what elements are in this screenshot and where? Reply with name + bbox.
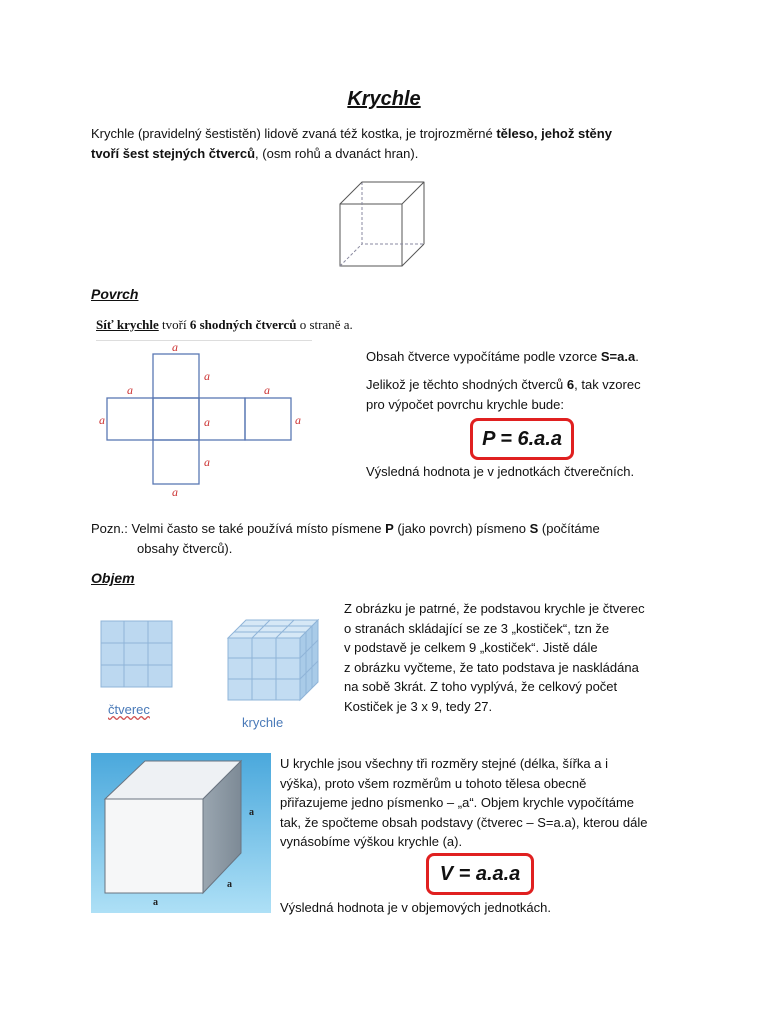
objem-line: Z obrázku je patrné, že podstavou krychle je čtverec [344,601,645,616]
net-label-upper-right: a [204,369,210,383]
povrch-line-1 [366,347,726,367]
note-text-3: (počítáme [538,521,600,536]
objem-paragraph-1 [344,599,704,716]
objem-line-2: tak, že spočteme obsah podstavy (čtverec – S=a.a), kterou dále [280,814,648,830]
cube-label-height: a [249,807,254,818]
net-label-bottom: a [172,485,178,499]
note-bold-p: P [385,521,394,536]
objem-line: o stranách skládající se ze 3 „kostiček“, tzn že [344,620,610,636]
net-label-lower-right: a [204,455,210,469]
cube-label-width: a [153,897,158,908]
net-square-center [153,398,199,440]
cube-net-diagram [94,340,324,500]
net-caption-mid: tvoří [158,317,190,332]
note-text-1: Pozn.: Velmi často se také používá místo písmene [91,521,386,536]
objem-line: Kostiček je 3 x 9, tedy 27. [344,698,493,714]
surface-formula-box [470,418,574,460]
net-caption-end: o straně a. [296,317,353,332]
povrch-heading: Povrch [91,286,139,302]
net-label-left-top: a [127,383,133,397]
povrch-line-3: pro výpočet povrchu krychle bude: [366,396,564,412]
povrch-line-1-end: . [635,349,639,364]
net-caption [96,317,353,333]
povrch-line-2-end: , tak vzorec [574,377,641,392]
net-square-bottom [153,440,199,484]
note-bold-s: S [529,521,539,536]
cube-label-depth: a [227,879,232,890]
net-label-far-left: a [99,413,105,427]
note-text-2: (jako povrch) písmeno [393,521,530,536]
wireframe-cube [330,172,440,272]
intro-text-1: Krychle (pravidelný šestistěn) lidově zvaná též kostka, je trojrozměrné [91,126,497,141]
net-square-top [153,354,199,398]
povrch-line-2-text: Jelikož je těchto shodných čtverců [366,377,567,392]
net-caption-bold-1: Síť krychle [96,317,159,332]
volume-formula-box [426,853,534,895]
net-square-left [107,398,153,440]
cube-caption: krychle [242,715,284,730]
objem-line: na sobě 3krát. Z toho vyplývá, že celkový počet [344,679,618,694]
povrch-result: Výsledná hodnota je v jednotkách čtverečních. [366,464,635,479]
objem-line: z obrázku vyčteme, že tato podstava je naskládána [344,659,639,675]
objem-line: v podstavě je celkem 9 „kostiček“. Jistě dále [344,640,598,655]
block-cube-figure [218,612,328,712]
intro-bold-1: těleso, jehož stěny [496,126,612,141]
net-label-far-right-top: a [264,383,270,397]
square-caption: čtverec [108,702,150,717]
page-title: Krychle [347,88,421,110]
povrch-line-2 [366,375,726,414]
note-line-2: obsahy čtverců). [137,540,233,556]
surface-formula: P = 6.a.a [482,427,562,450]
net-square-far-right [245,398,291,440]
intro-text-2: , (osm rohů a dvanáct hran). [255,145,419,161]
solid-cube-figure [91,753,271,913]
square-grid-figure [100,620,175,690]
objem-heading: Objem [91,570,135,586]
povrch-line-1-bold: S=a.a [600,349,636,364]
povrch-line-1-text: Obsah čtverce vypočítáme podle vzorce [366,349,601,364]
net-caption-bold-2: 6 shodných čtverců [189,317,297,332]
intro-paragraph [91,124,691,163]
net-label-far-right: a [295,413,301,427]
objem-line-2: vynásobíme výškou krychle (a). [280,834,463,849]
objem-line-2: přiřazujeme jedno písmenko – „a“. Objem krychle vypočítáme [280,795,635,810]
objem-result: Výsledná hodnota je v objemových jednotkách. [280,900,552,915]
intro-bold-2: tvoří šest stejných čtverců [91,145,256,161]
objem-line-2: U krychle jsou všechny tři rozměry stejné (délka, šířka a i [280,756,608,771]
volume-formula: V = a.a.a [439,862,521,885]
note-paragraph [91,519,711,558]
objem-line-2: výška), proto všem rozměrům u tohoto tělesa obecně [280,775,587,791]
povrch-line-2-bold: 6 [566,377,575,392]
net-label-middle-right: a [204,415,210,429]
objem-paragraph-2 [280,754,700,852]
net-label-top: a [172,340,178,354]
